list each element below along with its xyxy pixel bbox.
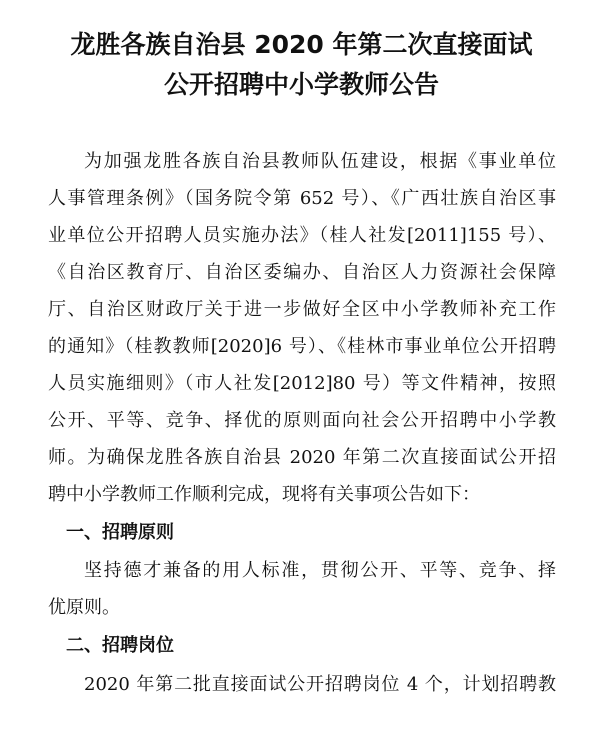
document-title-line-2: 公开招聘中小学教师公告 bbox=[163, 70, 439, 99]
intro-line: 业单位公开招聘人员实施办法》（桂人社发[2011]155 号）、 bbox=[48, 225, 556, 246]
intro-line: 的通知》（桂教教师[2020]6 号）、《桂林市事业单位公开招聘 bbox=[48, 336, 556, 357]
intro-line: 人事管理条例》（国务院令第 652 号）、《广西壮族自治区事 bbox=[48, 188, 556, 209]
section-positions-line: 2020 年第二批直接面试公开招聘岗位 4 个，计划招聘教 bbox=[84, 674, 556, 695]
section-heading-positions: 二、招聘岗位 bbox=[66, 635, 174, 656]
section-heading-principles: 一、招聘原则 bbox=[66, 522, 174, 543]
intro-line: 聘中小学教师工作顺利完成，现将有关事项公告如下： bbox=[48, 484, 480, 505]
intro-line: 公开、平等、竞争、择优的原则面向社会公开招聘中小学教 bbox=[48, 410, 556, 431]
intro-line: 《自治区教育厅、自治区委编办、自治区人力资源社会保障 bbox=[48, 262, 556, 283]
section-principles-line: 优原则。 bbox=[48, 597, 120, 618]
intro-line: 为加强龙胜各族自治县教师队伍建设，根据《事业单位 bbox=[84, 151, 556, 172]
intro-line: 师。为确保龙胜各族自治县 2020 年第二次直接面试公开招 bbox=[48, 447, 556, 468]
intro-line: 人员实施细则》（市人社发[2012]80 号）等文件精神，按照 bbox=[48, 373, 556, 394]
document-title-line-1: 龙胜各族自治县 2020 年第二次直接面试 bbox=[70, 30, 533, 59]
section-principles-line: 坚持德才兼备的用人标准，贯彻公开、平等、竞争、择 bbox=[84, 560, 556, 581]
intro-line: 厅、自治区财政厅关于进一步做好全区中小学教师补充工作 bbox=[48, 299, 556, 320]
